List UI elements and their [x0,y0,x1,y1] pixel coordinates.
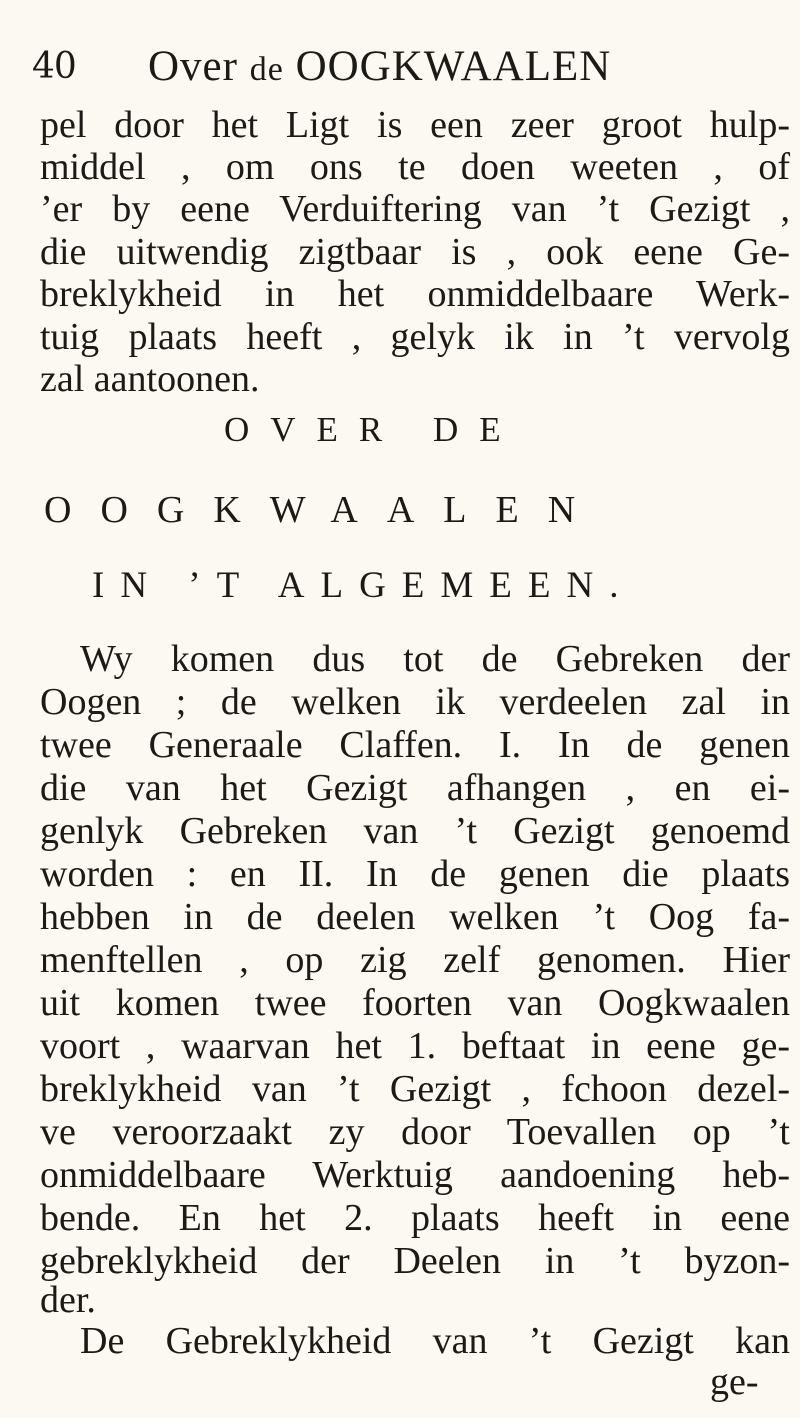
text-line: menftellen , op zig zelf genomen. Hier [40,939,790,981]
text-line: die van het Gezigt afhangen , en ei- [40,767,790,809]
text-line: onmiddelbaare Werktuig aandoening heb- [40,1154,790,1196]
text-line: middel , om ons te doen weeten , of [40,146,790,188]
text-line: zal aantoonen. [40,358,260,400]
text-line: ’er by eene Verduiftering van ’t Gezigt , [40,188,790,230]
page-number: 40 [32,46,76,87]
running-head [32,38,792,98]
running-title-word-2: de [249,51,284,88]
text-line: gebreklykheid der Deelen in ’t byzon- [40,1240,790,1282]
text-line: twee Generaale Claffen. I. In de genen [40,724,790,766]
text-line: breklykheid in het onmiddelbaare Werk- [40,273,790,315]
text-line: pel door het Ligt is een zeer groot hulp- [40,104,790,146]
text-line: Oogen ; de welken ik verdeelen zal in [40,681,790,723]
catchword: ge- [710,1361,759,1403]
text-line: voort , waarvan het 1. beftaat in eene ge- [40,1025,790,1067]
text-line: der. [40,1279,96,1321]
text-line: breklykheid van ’t Gezigt , fchoon dezel- [40,1068,790,1110]
running-title-word-1: Over [148,43,238,90]
text-line: worden : en II. In de genen die plaats [40,853,790,895]
section-heading-line-3: IN ’T ALGEMEEN. [92,565,635,606]
text-line: uit komen twee foorten van Oogkwaalen [40,982,790,1024]
text-line: die uitwendig zigtbaar is , ook eene Ge- [40,231,790,273]
text-line: ve veroorzaakt zy door Toevallen op ’t [40,1111,790,1153]
text-line: genlyk Gebreken van ’t Gezigt genoemd [40,810,790,852]
section-heading-line-2: OOGKWAALEN [44,489,605,531]
text-line: tuig plaats heeft , gelyk ik in ’t vervolg [40,316,790,358]
text-line: hebben in de deelen welken ’t Oog fa- [40,896,790,938]
text-line: De Gebreklykheid van ’t Gezigt kan [80,1320,790,1362]
section-heading-line-1: OVER DE [224,410,522,449]
text-line: Wy komen dus tot de Gebreken der [80,638,790,680]
text-line: bende. En het 2. plaats heeft in eene [40,1197,790,1239]
running-title [148,42,611,91]
running-title-word-3: OOGKWAALEN [295,43,612,90]
